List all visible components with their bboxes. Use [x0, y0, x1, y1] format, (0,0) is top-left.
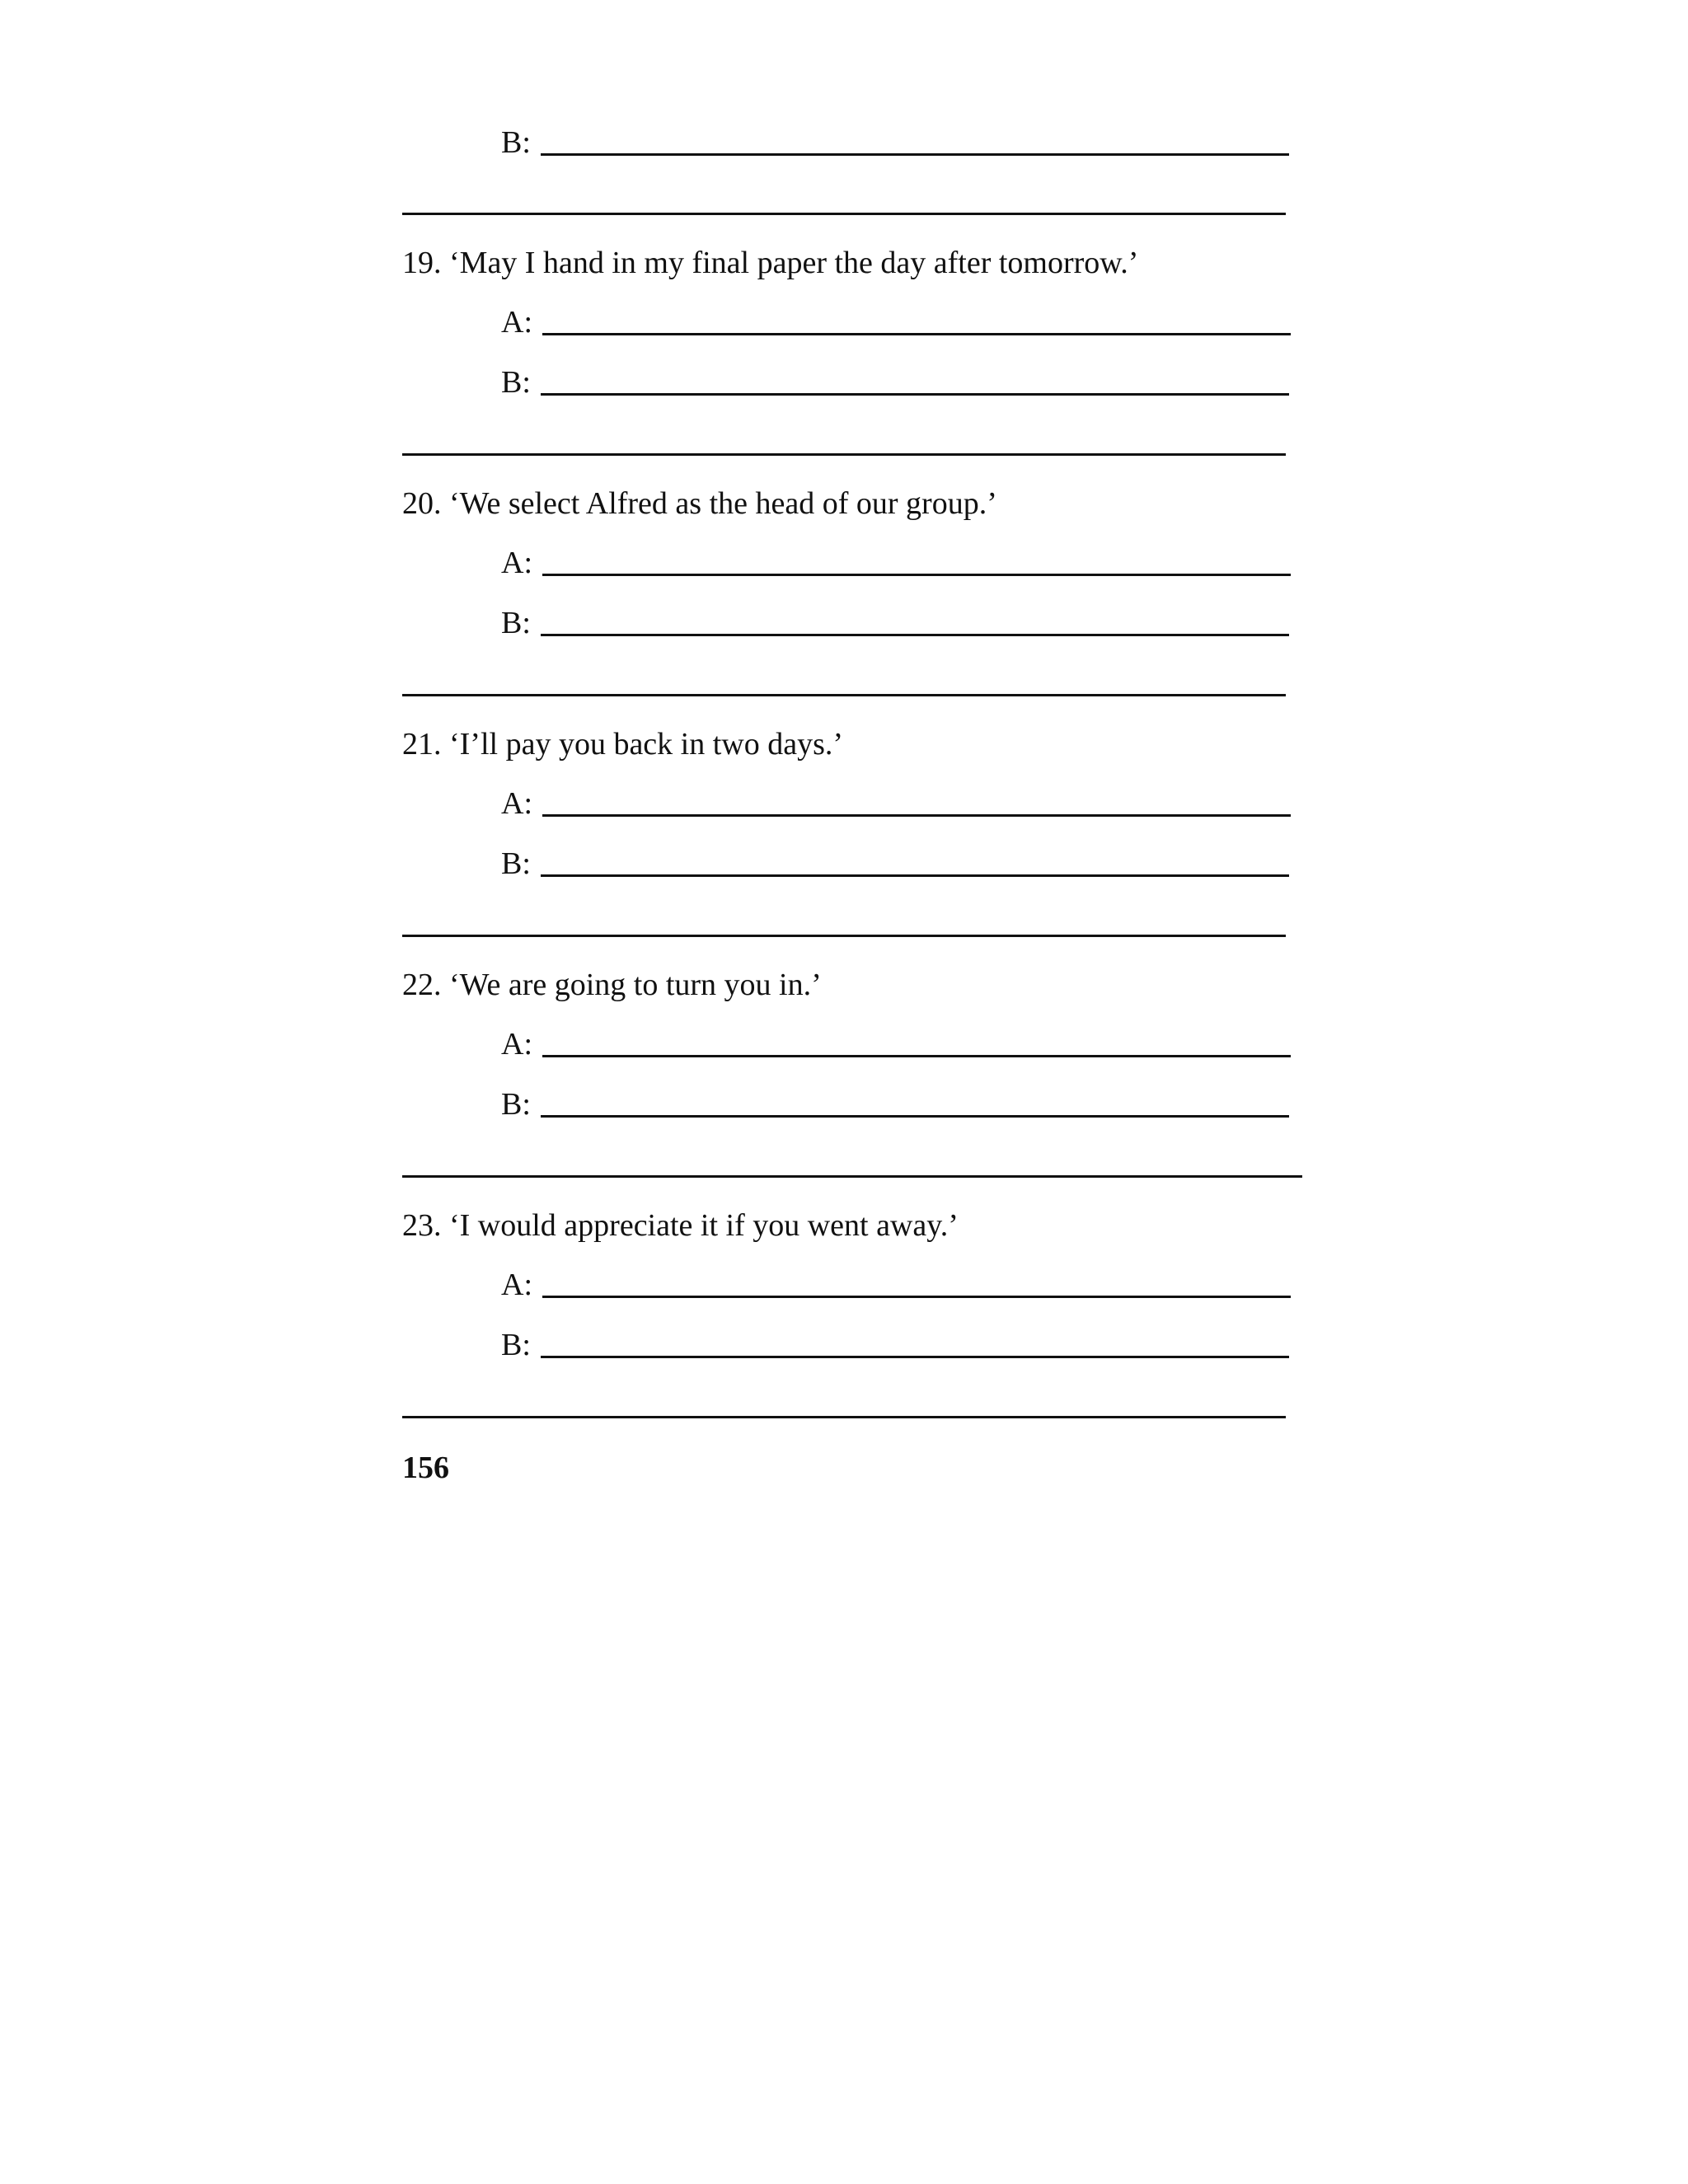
q20-b-answer-line[interactable] [541, 634, 1289, 636]
separator-line [402, 935, 1286, 937]
page-number: 156 [402, 1451, 449, 1485]
q22-a-label: A: [501, 1027, 532, 1062]
q23-a-answer-line[interactable] [542, 1296, 1291, 1298]
prev-b-answer-line[interactable] [541, 153, 1289, 156]
q19-b-label: B: [501, 365, 531, 400]
question-23-text: 23. ‘I would appreciate it if you went away.’ [402, 1208, 959, 1243]
q22-a-answer-line[interactable] [542, 1055, 1291, 1057]
q19-a-label: A: [501, 305, 532, 340]
q23-b-answer-line[interactable] [541, 1356, 1289, 1358]
prev-b-label: B: [501, 125, 531, 160]
q19-b-answer-line[interactable] [541, 393, 1289, 396]
separator-line [402, 213, 1286, 215]
q22-b-label: B: [501, 1087, 531, 1122]
q23-b-label: B: [501, 1328, 531, 1362]
q20-a-answer-line[interactable] [542, 574, 1291, 576]
q23-a-label: A: [501, 1268, 532, 1302]
question-20-text: 20. ‘We select Alfred as the head of our group.’ [402, 486, 997, 521]
q21-b-answer-line[interactable] [541, 874, 1289, 877]
q21-b-label: B: [501, 846, 531, 881]
q19-a-answer-line[interactable] [542, 333, 1291, 335]
q22-b-answer-line[interactable] [541, 1115, 1289, 1118]
separator-line [402, 1175, 1302, 1178]
separator-line [402, 453, 1286, 456]
question-19-text: 19. ‘May I hand in my final paper the day after tomorrow.’ [402, 246, 1139, 280]
q21-a-answer-line[interactable] [542, 814, 1291, 817]
separator-line [402, 1416, 1286, 1418]
question-22-text: 22. ‘We are going to turn you in.’ [402, 968, 822, 1002]
separator-line [402, 694, 1286, 696]
question-21-text: 21. ‘I’ll pay you back in two days.’ [402, 727, 844, 762]
q20-a-label: A: [501, 546, 532, 580]
q21-a-label: A: [501, 786, 532, 821]
q20-b-label: B: [501, 606, 531, 640]
